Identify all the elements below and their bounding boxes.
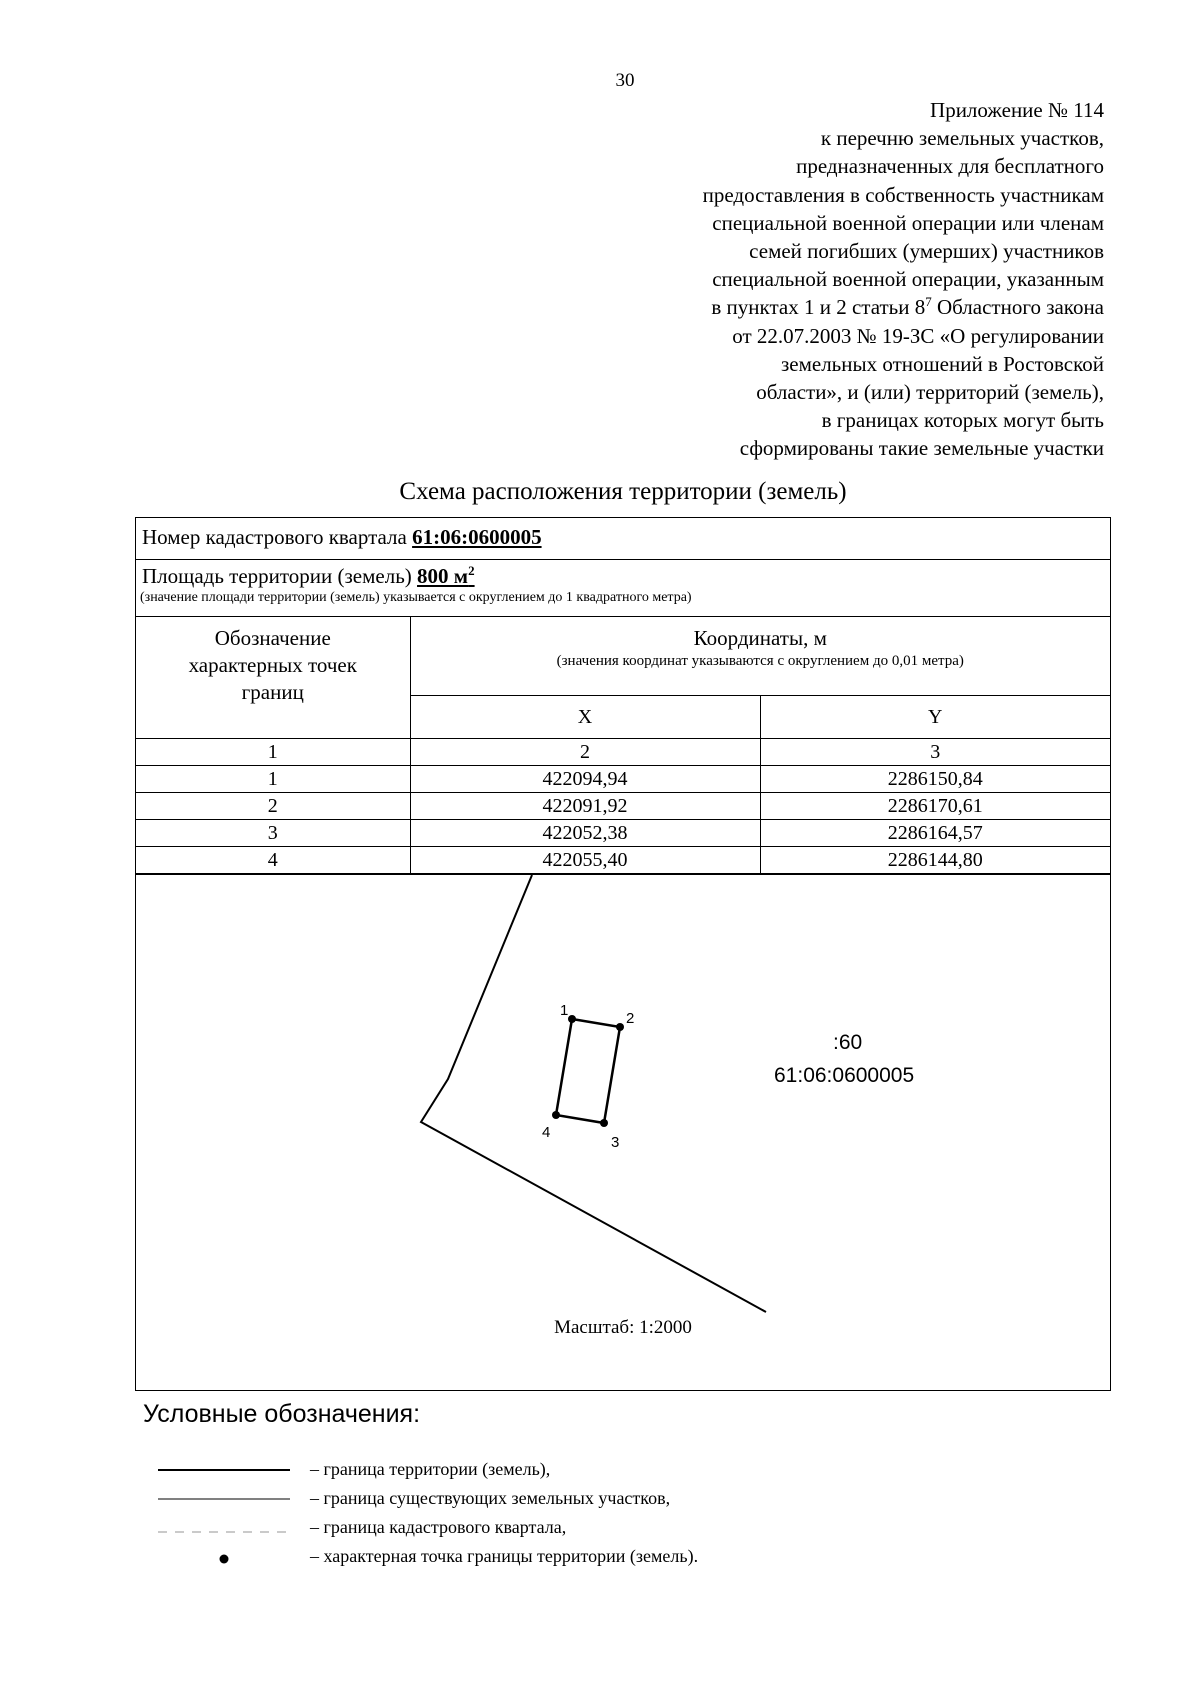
legend-item-territory-boundary [150, 1458, 850, 1484]
appendix-line: в границах которых могут быть [821, 408, 1104, 433]
x-header: X [410, 696, 760, 739]
appendix-line: от 22.07.2003 № 19-ЗС «О регулировании [732, 323, 1104, 348]
point-label: 3 [611, 1134, 620, 1151]
page-number: 30 [615, 70, 635, 91]
points-header-line: Обозначение [214, 626, 331, 650]
appendix-line: предназначенных для бесплатного [796, 154, 1104, 179]
boundary-point-marker [552, 1111, 560, 1119]
map-area [136, 874, 1110, 1390]
table-row [136, 847, 1110, 874]
scheme-title: Схема расположения территории (земель) [399, 478, 847, 505]
points-header-line: характерных точек [188, 653, 357, 677]
x-cell: 422094,94 [410, 766, 760, 793]
legend-item-boundary-point [150, 1545, 850, 1571]
appendix-line: семей погибших (умерших) участников [749, 239, 1104, 264]
cadastral-quarter-value: 61:06:0600005 [412, 525, 542, 549]
point-label: 4 [542, 1124, 551, 1141]
legend-text: – характерная точка границы территории (земель). [310, 1546, 699, 1566]
boundary-point-marker [616, 1023, 624, 1031]
y-cell: 2286170,61 [760, 793, 1110, 820]
law-text-pre: в пунктах 1 и 2 статьи 8 [711, 295, 926, 320]
point-cell: 3 [136, 820, 410, 847]
territory-boundary [556, 1019, 620, 1123]
point-label: 2 [626, 1010, 635, 1027]
legend-title: Условные обозначения: [143, 1400, 421, 1428]
legend-text: – граница существующих земельных участков, [310, 1488, 671, 1508]
table-row [136, 793, 1110, 820]
table-row [136, 820, 1110, 847]
boundary-point-marker [600, 1119, 608, 1127]
quarter-number-label: 61:06:0600005 [774, 1064, 915, 1087]
column-numbers-row [136, 739, 1110, 766]
cadastral-quarter-label: Номер кадастрового квартала [142, 525, 413, 549]
column-number: 3 [760, 739, 1110, 766]
point-cell: 1 [136, 766, 410, 793]
y-cell: 2286144,80 [760, 847, 1110, 874]
legend-text: – граница территории (земель), [310, 1459, 551, 1479]
thin-line-symbol [158, 1489, 290, 1509]
appendix-line: земельных отношений в Ростовской [780, 351, 1104, 376]
area-value-group [417, 564, 475, 588]
y-header: Y [760, 696, 1110, 739]
appendix-line: Приложение № 114 [930, 98, 1104, 122]
appendix-line: предоставления в собственность участникам [702, 182, 1104, 207]
appendix-line: специальной военной операции, указанным [712, 267, 1104, 292]
appendix-line: сформированы такие земельные участки [739, 436, 1104, 461]
column-number: 1 [136, 739, 410, 766]
parcel-number-label: :60 [833, 1031, 863, 1054]
area-value: 800 м [417, 564, 469, 588]
legend-text: – граница кадастрового квартала, [310, 1517, 567, 1537]
thick-line-symbol [158, 1460, 290, 1480]
points-header-line: границ [241, 680, 304, 704]
area-row [136, 560, 1110, 617]
boundary-point-marker [568, 1015, 576, 1023]
point-symbol [158, 1547, 290, 1567]
appendix-line-law [584, 293, 1104, 321]
appendix-line: специальной военной операции или членам [712, 210, 1104, 235]
cadastral-map [136, 875, 1110, 1390]
cadastral-quarter-row [136, 518, 1110, 560]
existing-parcel-boundary [421, 875, 766, 1312]
appendix-line: к перечню земельных участков, [820, 126, 1104, 151]
law-text-post: Областного закона [931, 295, 1104, 320]
appendix-line: области», и (или) территорий (земель), [756, 380, 1104, 405]
x-cell: 422052,38 [410, 820, 760, 847]
coordinates-header [410, 617, 1110, 696]
y-cell: 2286164,57 [760, 820, 1110, 847]
scheme-frame [135, 517, 1111, 1391]
coordinates-header-note: (значения координат указываются с округлением до 0,01 метра) [556, 653, 964, 669]
x-cell: 422091,92 [410, 793, 760, 820]
appendix-header [584, 96, 1104, 463]
coordinates-table [136, 617, 1110, 874]
point-cell: 2 [136, 793, 410, 820]
area-note: (значение площади территории (земель) указывается с округлением до 1 квадратного метра) [140, 590, 692, 605]
law-article-superscript: 7 [925, 294, 932, 310]
map-scale: Масштаб: 1:2000 [554, 1317, 692, 1338]
y-cell: 2286150,84 [760, 766, 1110, 793]
table-row [136, 766, 1110, 793]
legend-item-existing-parcels [150, 1487, 850, 1513]
points-header [136, 617, 410, 739]
legend-item-cadastral-quarter [150, 1516, 850, 1542]
point-label: 1 [560, 1002, 569, 1019]
coordinates-header-title: Координаты, м [693, 626, 827, 650]
area-unit-superscript: 2 [468, 563, 475, 578]
column-number: 2 [410, 739, 760, 766]
point-cell: 4 [136, 847, 410, 874]
dashed-line-symbol [158, 1518, 290, 1538]
x-cell: 422055,40 [410, 847, 760, 874]
area-label: Площадь территории (земель) [142, 564, 418, 588]
